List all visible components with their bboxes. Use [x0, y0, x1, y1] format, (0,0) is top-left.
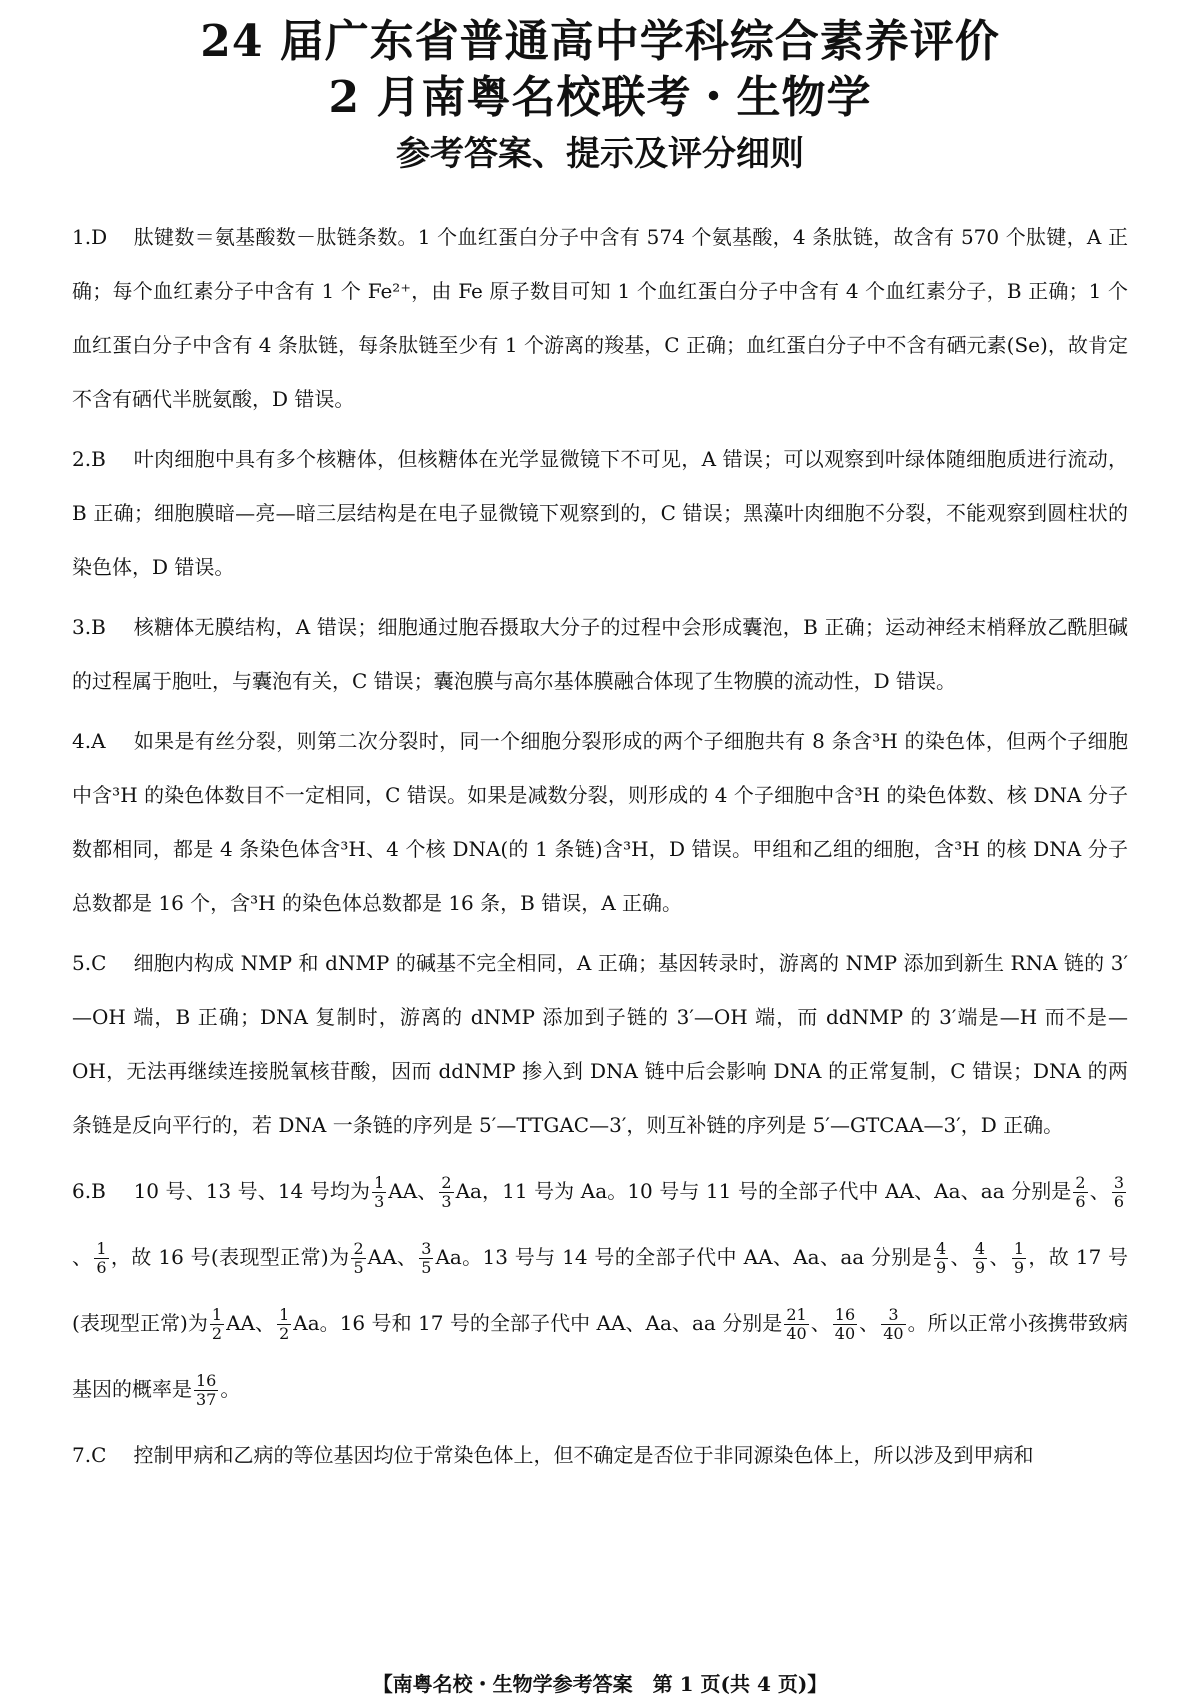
fraction: $\frac{1}{6}$ [96, 1239, 107, 1277]
answer-item-3 [72, 600, 1128, 708]
answer-text: 细胞内构成 NMP 和 dNMP 的碱基不完全相同，A 正确；基因转录时，游离的 NMP 添加到新生 RNA 链的 3′—OH 端，B 正确；DNA 复制时，游离的 dNMP 添加到子链的 3′—OH 端，而 ddNMP 的 3′端是—H 而不是—OH，无法再继续连接脱氧核苷酸，因而 ddNMP 掺入到 DNA 链中后会影响 DNA 的正常复制，C 错误；DNA 的两条链是反向平行的，若 DNA 一条链的序列是 5′—TTGAC—3′，则互补链的序列是 5′—GTCAA—3′，D 正确。 [72, 951, 1128, 1137]
fraction: $\frac{1}{9}$ [1013, 1239, 1025, 1277]
fraction: $\frac{2}{5}$ [353, 1239, 364, 1277]
fraction: $\frac{1}{2}$ [211, 1305, 223, 1343]
answer-text: 肽键数＝氨基酸数－肽链条数。1 个血红蛋白分子中含有 574 个氨基酸，4 条肽链，故含有 570 个肽键，A 正确；每个血红素分子中含有 1 个 Fe²⁺，由 Fe 原子数目可知 1 个血红蛋白分子中含有 4 个血红素分子，B 正确；1 个血红蛋白分子中含有 4 条肽链，每条肽链至少有 1 个游离的羧基，C 正确；血红蛋白分子中不含有硒元素(Se)，故肯定不含有硒代半胱氨酸，D 错误。 [72, 225, 1129, 411]
fraction: $\frac{3}{5}$ [421, 1239, 432, 1277]
answer-text: 如果是有丝分裂，则第二次分裂时，同一个细胞分裂形成的两个子细胞共有 8 条含³H 的染色体，但两个子细胞中含³H 的染色体数目不一定相同，C 错误。如果是减数分裂，则形成的 4 个子细胞中含³H 的染色体数、核 DNA 分子数都相同，都是 4 条染色体含³H、4 个核 DNA(的 1 条链)含³H，D 错误。甲组和乙组的细胞，含³H 的核 DNA 分子总数都是 16 个，含³H 的染色体总数都是 16 条，B 错误，A 正确。 [72, 729, 1128, 915]
answer-choice: C [91, 1443, 107, 1467]
fraction: $\frac{16}{37}$ [196, 1371, 217, 1409]
answer-number: 4. [72, 729, 92, 753]
page-footer: 【南粤名校・生物学参考答案 第 1 页(共 4 页)】 [372, 1672, 828, 1696]
answer-text: 核糖体无膜结构，A 错误；细胞通过胞吞摄取大分子的过程中会形成囊泡，B 正确；运动神经末梢释放乙酰胆碱的过程属于胞吐，与囊泡有关，C 错误；囊泡膜与高尔基体膜融合体现了生物膜的流动性，D 错误。 [72, 615, 1129, 693]
fraction: $\frac{2}{3}$ [441, 1173, 452, 1211]
answer-item-1 [72, 210, 1128, 426]
answer-list [72, 210, 1128, 1488]
fraction: $\frac{1}{2}$ [279, 1305, 290, 1343]
answer-item-4 [72, 714, 1128, 930]
answer-number: 6. [72, 1179, 92, 1203]
answer-text: 控制甲病和乙病的等位基因均位于常染色体上，但不确定是否位于非同源染色体上，所以涉及到甲病和 [133, 1443, 1034, 1467]
answer-item-2 [72, 432, 1128, 594]
document-header [0, 0, 1200, 178]
answer-choice: D [91, 225, 108, 249]
answer-text: 10 号、13 号、14 号均为 [133, 1179, 371, 1203]
fraction: $\frac{4}{9}$ [936, 1239, 947, 1277]
title-line-2: 2 月南粤名校联考・生物学 [328, 72, 872, 123]
answer-number: 5. [72, 951, 92, 975]
answer-text: 叶肉细胞中具有多个核糖体，但核糖体在光学显微镜下不可见，A 错误；可以观察到叶绿体随细胞质进行流动，B 正确；细胞膜暗—亮—暗三层结构是在电子显微镜下观察到的，C 错误；黑藻叶肉细胞不分裂，不能观察到圆柱状的染色体，D 错误。 [72, 447, 1128, 579]
fraction: $\frac{4}{9}$ [974, 1239, 986, 1277]
answer-choice: B [91, 447, 106, 471]
title-line-3: 参考答案、提示及评分细则 [396, 134, 804, 174]
answer-number: 1. [72, 225, 92, 249]
fraction: $\frac{1}{3}$ [374, 1173, 385, 1211]
fraction: $\frac{3}{40}$ [883, 1305, 904, 1343]
fraction: $\frac{16}{40}$ [834, 1305, 856, 1343]
answer-choice: A [91, 729, 106, 753]
title-line-1: 24 届广东省普通高中学科综合素养评价 [200, 16, 1000, 67]
answer-item-6: 6.B 10 号、13 号、14 号均为 $\frac{1}{3}$ AA、 $\frac{2}{3}$ Aa，11 号为 Aa。10 号与 11 号的全部子代中 AA、Aa、aa 分别是 $\frac{2}{6}$ 、 $\frac{3}{6}$ 、 $\frac{1}{6}$ ，故 16 号(表现型正常)为 $\frac{2}{5}$ AA、 $\frac{3}{5}$ Aa。13 号与 14 号的全部子代中 AA、Aa、aa 分别是 $\frac{4}{9}$ 、 $\frac{4}{9}$ 、 $\frac{1}{9}$ ，故 17 号(表现型正常)为 $\frac{1}{2}$ AA、 $\frac{1}{2}$ Aa。16 号和 17 号的全部子代中 AA、Aa、aa 分别是 $\frac{21}{40}$ 、 $\frac{16}{40}$ 、 $\frac{3}{40}$ 。所以正常小孩携带致病基因的概率是 $\frac{16}{37}$ 。 [72, 1158, 1128, 1422]
answer-choice: B [91, 615, 106, 639]
answer-number: 7. [72, 1443, 92, 1467]
answer-choice: C [91, 951, 107, 975]
answer-item-7 [72, 1428, 1128, 1482]
fraction: $\frac{2}{6}$ [1075, 1173, 1086, 1211]
fraction: $\frac{21}{40}$ [786, 1305, 807, 1343]
fraction: $\frac{3}{6}$ [1113, 1173, 1125, 1211]
answer-item-5 [72, 936, 1128, 1152]
answer-number: 2. [72, 447, 92, 471]
answer-choice: B [91, 1179, 106, 1203]
answer-number: 3. [72, 615, 92, 639]
